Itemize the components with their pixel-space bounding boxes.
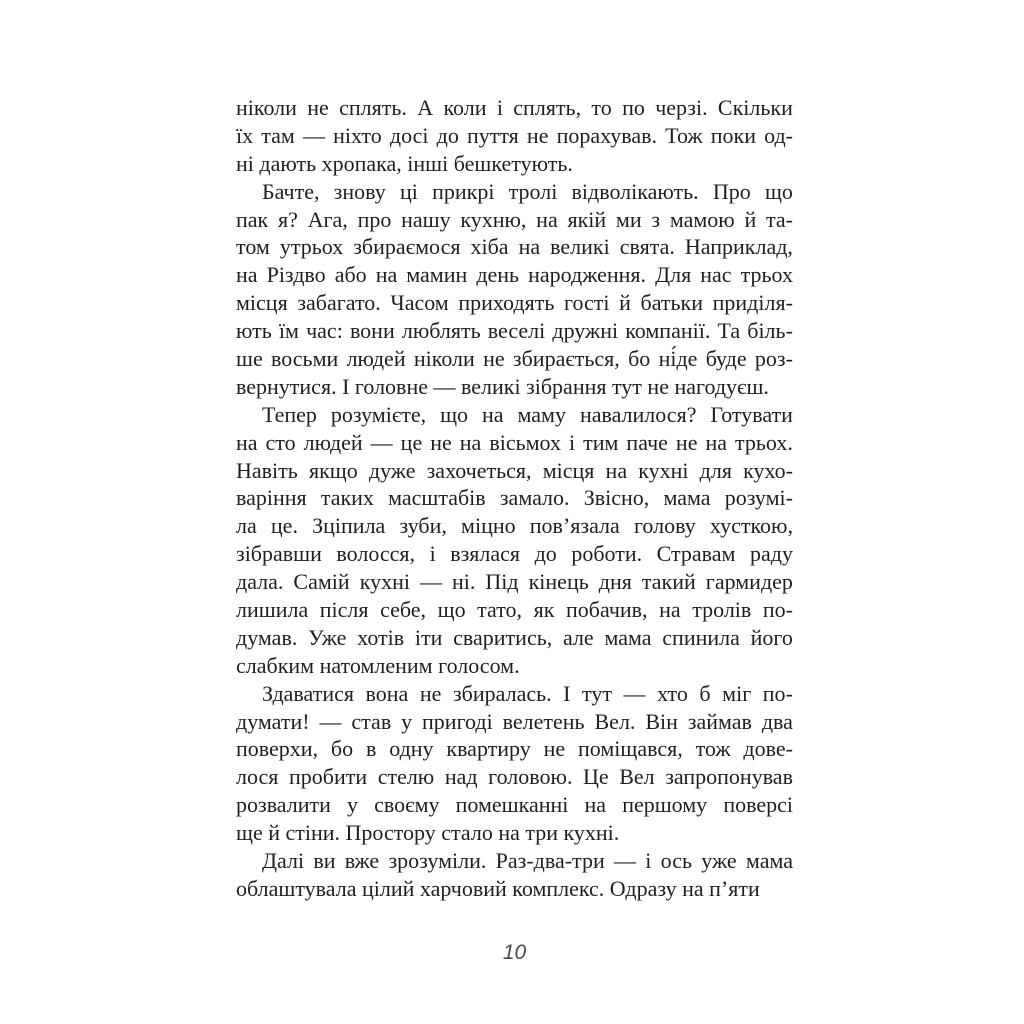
word: і xyxy=(429,541,436,567)
word: буде xyxy=(705,346,747,372)
word: пуття xyxy=(466,122,519,148)
word: вісьмох xyxy=(489,429,561,455)
word: зрозуміли. xyxy=(388,848,487,874)
word: Далі xyxy=(262,848,305,874)
word: — xyxy=(613,848,636,874)
word: час: xyxy=(306,318,343,344)
word: од- xyxy=(764,122,793,148)
word: в xyxy=(365,736,377,762)
word: порахував. xyxy=(556,122,658,148)
word: спинила xyxy=(662,624,740,650)
word: збиралась. xyxy=(452,680,552,706)
word: ось xyxy=(660,848,692,874)
word: роботи. xyxy=(571,541,643,567)
word: варіння xyxy=(236,485,307,511)
word: Стравам xyxy=(656,541,736,567)
word: веселі xyxy=(487,318,546,344)
word: гармидер xyxy=(705,569,793,595)
word: у xyxy=(401,708,413,734)
word: якщо xyxy=(308,457,358,483)
word: не xyxy=(307,95,329,120)
word: розвалити xyxy=(236,792,331,818)
text-line: облаштувала цілий харчовий комплекс. Одразу на п’яти xyxy=(236,875,760,901)
word: ви xyxy=(313,848,336,874)
word: тролів xyxy=(692,597,752,623)
word: уже xyxy=(701,848,737,874)
word: бо xyxy=(330,736,354,762)
text-line xyxy=(236,763,793,791)
text-line xyxy=(236,624,793,652)
word: ніколи xyxy=(236,95,297,120)
word: тут xyxy=(582,680,612,706)
word: вже xyxy=(344,848,380,874)
word: — xyxy=(419,569,442,595)
word: тролі xyxy=(508,178,558,204)
word: це. xyxy=(270,513,298,539)
word: пригоді xyxy=(422,708,493,734)
text-line xyxy=(236,261,793,289)
text-line: ні дають хропака, інші бешкетують. xyxy=(236,150,573,176)
word: місця xyxy=(542,457,595,483)
word: — xyxy=(623,680,646,706)
word: Здаватися xyxy=(262,680,354,706)
word: там xyxy=(261,122,295,148)
word: такий xyxy=(641,569,696,595)
word: пак xyxy=(236,206,269,232)
word: дала. xyxy=(236,569,284,595)
word: мама xyxy=(745,848,793,874)
paragraph xyxy=(236,847,793,903)
word: ніколи xyxy=(413,346,475,372)
word: батьки xyxy=(640,290,704,316)
word: Це xyxy=(583,764,609,790)
page-number: 10 xyxy=(502,941,527,964)
word: прикрі xyxy=(432,178,495,204)
word: мама xyxy=(663,485,711,511)
word: взялася xyxy=(450,541,521,567)
text-line xyxy=(236,791,793,819)
word: І xyxy=(563,680,571,706)
word: і xyxy=(568,429,576,455)
word: б xyxy=(699,680,711,706)
word: роз- xyxy=(754,346,793,372)
word: Різдво xyxy=(266,262,326,288)
word: досі xyxy=(389,122,429,148)
word: став xyxy=(351,708,392,734)
word: Тепер xyxy=(262,401,317,427)
word: це xyxy=(400,429,423,455)
word: що xyxy=(764,178,793,204)
word: на xyxy=(605,457,628,483)
word: що xyxy=(440,401,469,427)
word: дуже xyxy=(368,457,416,483)
word: квартиру xyxy=(446,736,531,762)
word: міг xyxy=(722,680,752,706)
word: кухні xyxy=(359,569,410,595)
word: масштабів xyxy=(388,485,486,511)
word: про xyxy=(357,206,392,232)
word: або xyxy=(334,262,367,288)
word: збираємося xyxy=(353,234,461,260)
word: Ага, xyxy=(307,206,348,232)
word: мама xyxy=(604,624,652,650)
word: сваритись, xyxy=(453,624,553,650)
text-line xyxy=(236,457,793,485)
word: кухні xyxy=(638,457,689,483)
word: люблять xyxy=(401,318,481,344)
word: хотів xyxy=(357,624,405,650)
word: тато, xyxy=(477,597,523,623)
word: у xyxy=(347,792,359,818)
paragraph xyxy=(236,178,793,401)
text-line xyxy=(236,540,793,568)
text-line xyxy=(236,289,793,317)
word: та- xyxy=(766,206,793,232)
text-line xyxy=(236,512,793,540)
word: ють xyxy=(236,318,272,344)
word: дове- xyxy=(743,736,793,762)
word: не xyxy=(543,736,566,762)
word: Вел xyxy=(619,764,655,790)
text-line xyxy=(236,94,793,122)
text-line xyxy=(236,568,793,596)
text-line: слабким натомленим голосом. xyxy=(236,652,520,678)
word: восьми xyxy=(271,346,339,372)
word: трьох xyxy=(740,262,793,288)
text-line xyxy=(236,233,793,261)
word: на xyxy=(536,206,558,232)
word: першому xyxy=(622,792,708,818)
word: замало. xyxy=(499,485,570,511)
word: знову xyxy=(333,178,386,204)
text-line: вернутися. І головне — великі зібрання тут не нагодуєш. xyxy=(236,373,769,399)
word: хіба xyxy=(470,234,509,260)
word: дня xyxy=(598,569,632,595)
word: як xyxy=(533,597,555,623)
text-line xyxy=(236,206,793,234)
word: поверхи, xyxy=(236,736,319,762)
word: відволікають. xyxy=(571,178,699,204)
text-line xyxy=(236,680,793,708)
word: мамин xyxy=(406,262,468,288)
word: на xyxy=(236,262,258,288)
text-line xyxy=(236,122,793,150)
word: людей xyxy=(346,346,406,372)
word: ніхто xyxy=(333,122,382,148)
word: над xyxy=(444,764,478,790)
word: Та xyxy=(717,318,741,344)
paragraph xyxy=(236,94,793,178)
word: бо xyxy=(628,346,651,372)
word: голову xyxy=(633,513,696,539)
text-line xyxy=(236,429,793,457)
word: якій xyxy=(567,206,607,232)
word: одну xyxy=(389,736,434,762)
word: своєму xyxy=(374,792,440,818)
word: сто xyxy=(265,429,296,455)
word: біль- xyxy=(747,318,793,344)
word: міцно xyxy=(461,513,516,539)
word: Готувати xyxy=(710,401,793,427)
word: для xyxy=(699,457,732,483)
word: А xyxy=(417,95,434,120)
word: що xyxy=(437,597,466,623)
word: думав. xyxy=(236,624,298,650)
word: трьох. xyxy=(735,429,793,455)
text-line xyxy=(236,735,793,763)
word: на xyxy=(518,234,541,260)
word: Вел. xyxy=(594,708,636,734)
word: ні́де xyxy=(658,346,698,372)
word: людей xyxy=(303,429,363,455)
word: ні. xyxy=(451,569,476,595)
word: розумієте, xyxy=(330,401,427,427)
word: його xyxy=(750,624,793,650)
text-line xyxy=(236,317,793,345)
word: на xyxy=(236,429,258,455)
text-line xyxy=(236,596,793,624)
word: волосся, xyxy=(336,541,416,567)
word: хусткою, xyxy=(709,513,793,539)
word: коли xyxy=(443,95,487,120)
word: не xyxy=(483,346,505,372)
word: їм xyxy=(278,318,299,344)
word: ше xyxy=(236,346,263,372)
word: Для xyxy=(655,262,692,288)
word: ми xyxy=(615,206,642,232)
word: іти xyxy=(414,624,443,650)
word: лося xyxy=(236,764,279,790)
word: — xyxy=(319,708,342,734)
word: раду xyxy=(750,541,793,567)
paragraph xyxy=(236,401,793,680)
word: на xyxy=(705,429,728,455)
word: дружні xyxy=(552,318,619,344)
word: компанії. xyxy=(625,318,711,344)
word: утрьох xyxy=(279,234,344,260)
paragraph xyxy=(236,680,793,847)
word: після xyxy=(319,597,369,623)
word: день xyxy=(476,262,520,288)
word: по- xyxy=(762,597,793,623)
word: пов’язала xyxy=(529,513,620,539)
word: їх xyxy=(236,122,254,148)
word: приділя- xyxy=(712,290,793,316)
word: з xyxy=(651,206,661,232)
word: забагато. xyxy=(297,290,381,316)
word: не xyxy=(419,680,442,706)
text-line xyxy=(236,345,793,373)
word: Часом xyxy=(390,290,449,316)
word: тож xyxy=(695,736,731,762)
word: нашу xyxy=(401,206,451,232)
word: мамою xyxy=(669,206,735,232)
word: й xyxy=(619,290,631,316)
word: на xyxy=(375,262,398,288)
word: не xyxy=(430,429,452,455)
word: кухню, xyxy=(460,206,527,232)
word: хто xyxy=(657,680,688,706)
text-line xyxy=(236,708,793,736)
word: захочеться, xyxy=(426,457,532,483)
word: свята. xyxy=(619,234,675,260)
word: на xyxy=(482,401,504,427)
word: на xyxy=(659,597,681,623)
word: — xyxy=(370,429,393,455)
word: Наприклад, xyxy=(684,234,793,260)
word: навалилося? xyxy=(579,401,697,427)
word: збирається, xyxy=(512,346,620,372)
word: себе, xyxy=(380,597,427,623)
word: місця xyxy=(236,290,288,316)
word: Під xyxy=(485,569,519,595)
page-text xyxy=(236,94,793,903)
word: Уже xyxy=(308,624,347,650)
text-line: ще й стіни. Простору стало на три кухні. xyxy=(236,820,620,846)
word: на xyxy=(584,792,607,818)
word: тим xyxy=(583,429,619,455)
word: велетень xyxy=(502,708,585,734)
word: паче xyxy=(626,429,668,455)
word: том xyxy=(236,234,270,260)
word: два xyxy=(761,708,793,734)
word: ла xyxy=(236,513,257,539)
word: й xyxy=(744,206,757,232)
word: до xyxy=(436,122,459,148)
word: поверсі xyxy=(723,792,793,818)
word: не xyxy=(526,122,549,148)
word: я? xyxy=(277,206,298,232)
word: маму xyxy=(517,401,566,427)
word: вона xyxy=(365,680,409,706)
word: зібравши xyxy=(236,541,322,567)
word: на xyxy=(459,429,482,455)
word: і xyxy=(496,95,503,120)
text-line xyxy=(236,484,793,512)
word: по- xyxy=(762,680,793,706)
word: народження. xyxy=(528,262,647,288)
word: Раз-два-три xyxy=(495,848,605,874)
word: — xyxy=(302,122,325,148)
word: Він xyxy=(645,708,678,734)
word: пробити xyxy=(288,764,368,790)
text-line xyxy=(236,178,793,206)
word: Про xyxy=(712,178,751,204)
word: то xyxy=(591,95,612,120)
word: Бачте, xyxy=(262,178,320,204)
word: і xyxy=(645,848,652,874)
word: зуби, xyxy=(399,513,447,539)
word: помешканні xyxy=(455,792,569,818)
word: гості xyxy=(564,290,610,316)
word: по xyxy=(622,95,645,120)
word: поміщався, xyxy=(577,736,683,762)
word: Самій xyxy=(293,569,350,595)
word: побачив, xyxy=(565,597,648,623)
word: поки xyxy=(710,122,756,148)
word: великі xyxy=(550,234,610,260)
word: до xyxy=(534,541,557,567)
word: черзі. xyxy=(655,95,708,120)
word: думати! xyxy=(236,708,310,734)
word: сплять, xyxy=(513,95,582,120)
word: сплять. xyxy=(339,95,407,120)
word: Звісно, xyxy=(583,485,650,511)
word: вони xyxy=(349,318,395,344)
word: стелю xyxy=(377,764,435,790)
word: головою. xyxy=(488,764,573,790)
word: ці xyxy=(399,178,418,204)
word: нас xyxy=(700,262,732,288)
text-line xyxy=(236,401,793,429)
word: таких xyxy=(320,485,374,511)
word: кухо- xyxy=(743,457,793,483)
word: не xyxy=(675,429,698,455)
text-line xyxy=(236,847,793,875)
word: але xyxy=(563,624,594,650)
word: приходять xyxy=(458,290,555,316)
word: Зціпила xyxy=(312,513,386,539)
word: займав xyxy=(687,708,752,734)
word: розумі- xyxy=(724,485,793,511)
word: запропонував xyxy=(665,764,793,790)
word: Скільки xyxy=(717,95,793,120)
word: лишила xyxy=(236,597,309,623)
word: Навіть xyxy=(236,457,298,483)
word: Тож xyxy=(665,122,703,148)
word: кінець xyxy=(528,569,589,595)
